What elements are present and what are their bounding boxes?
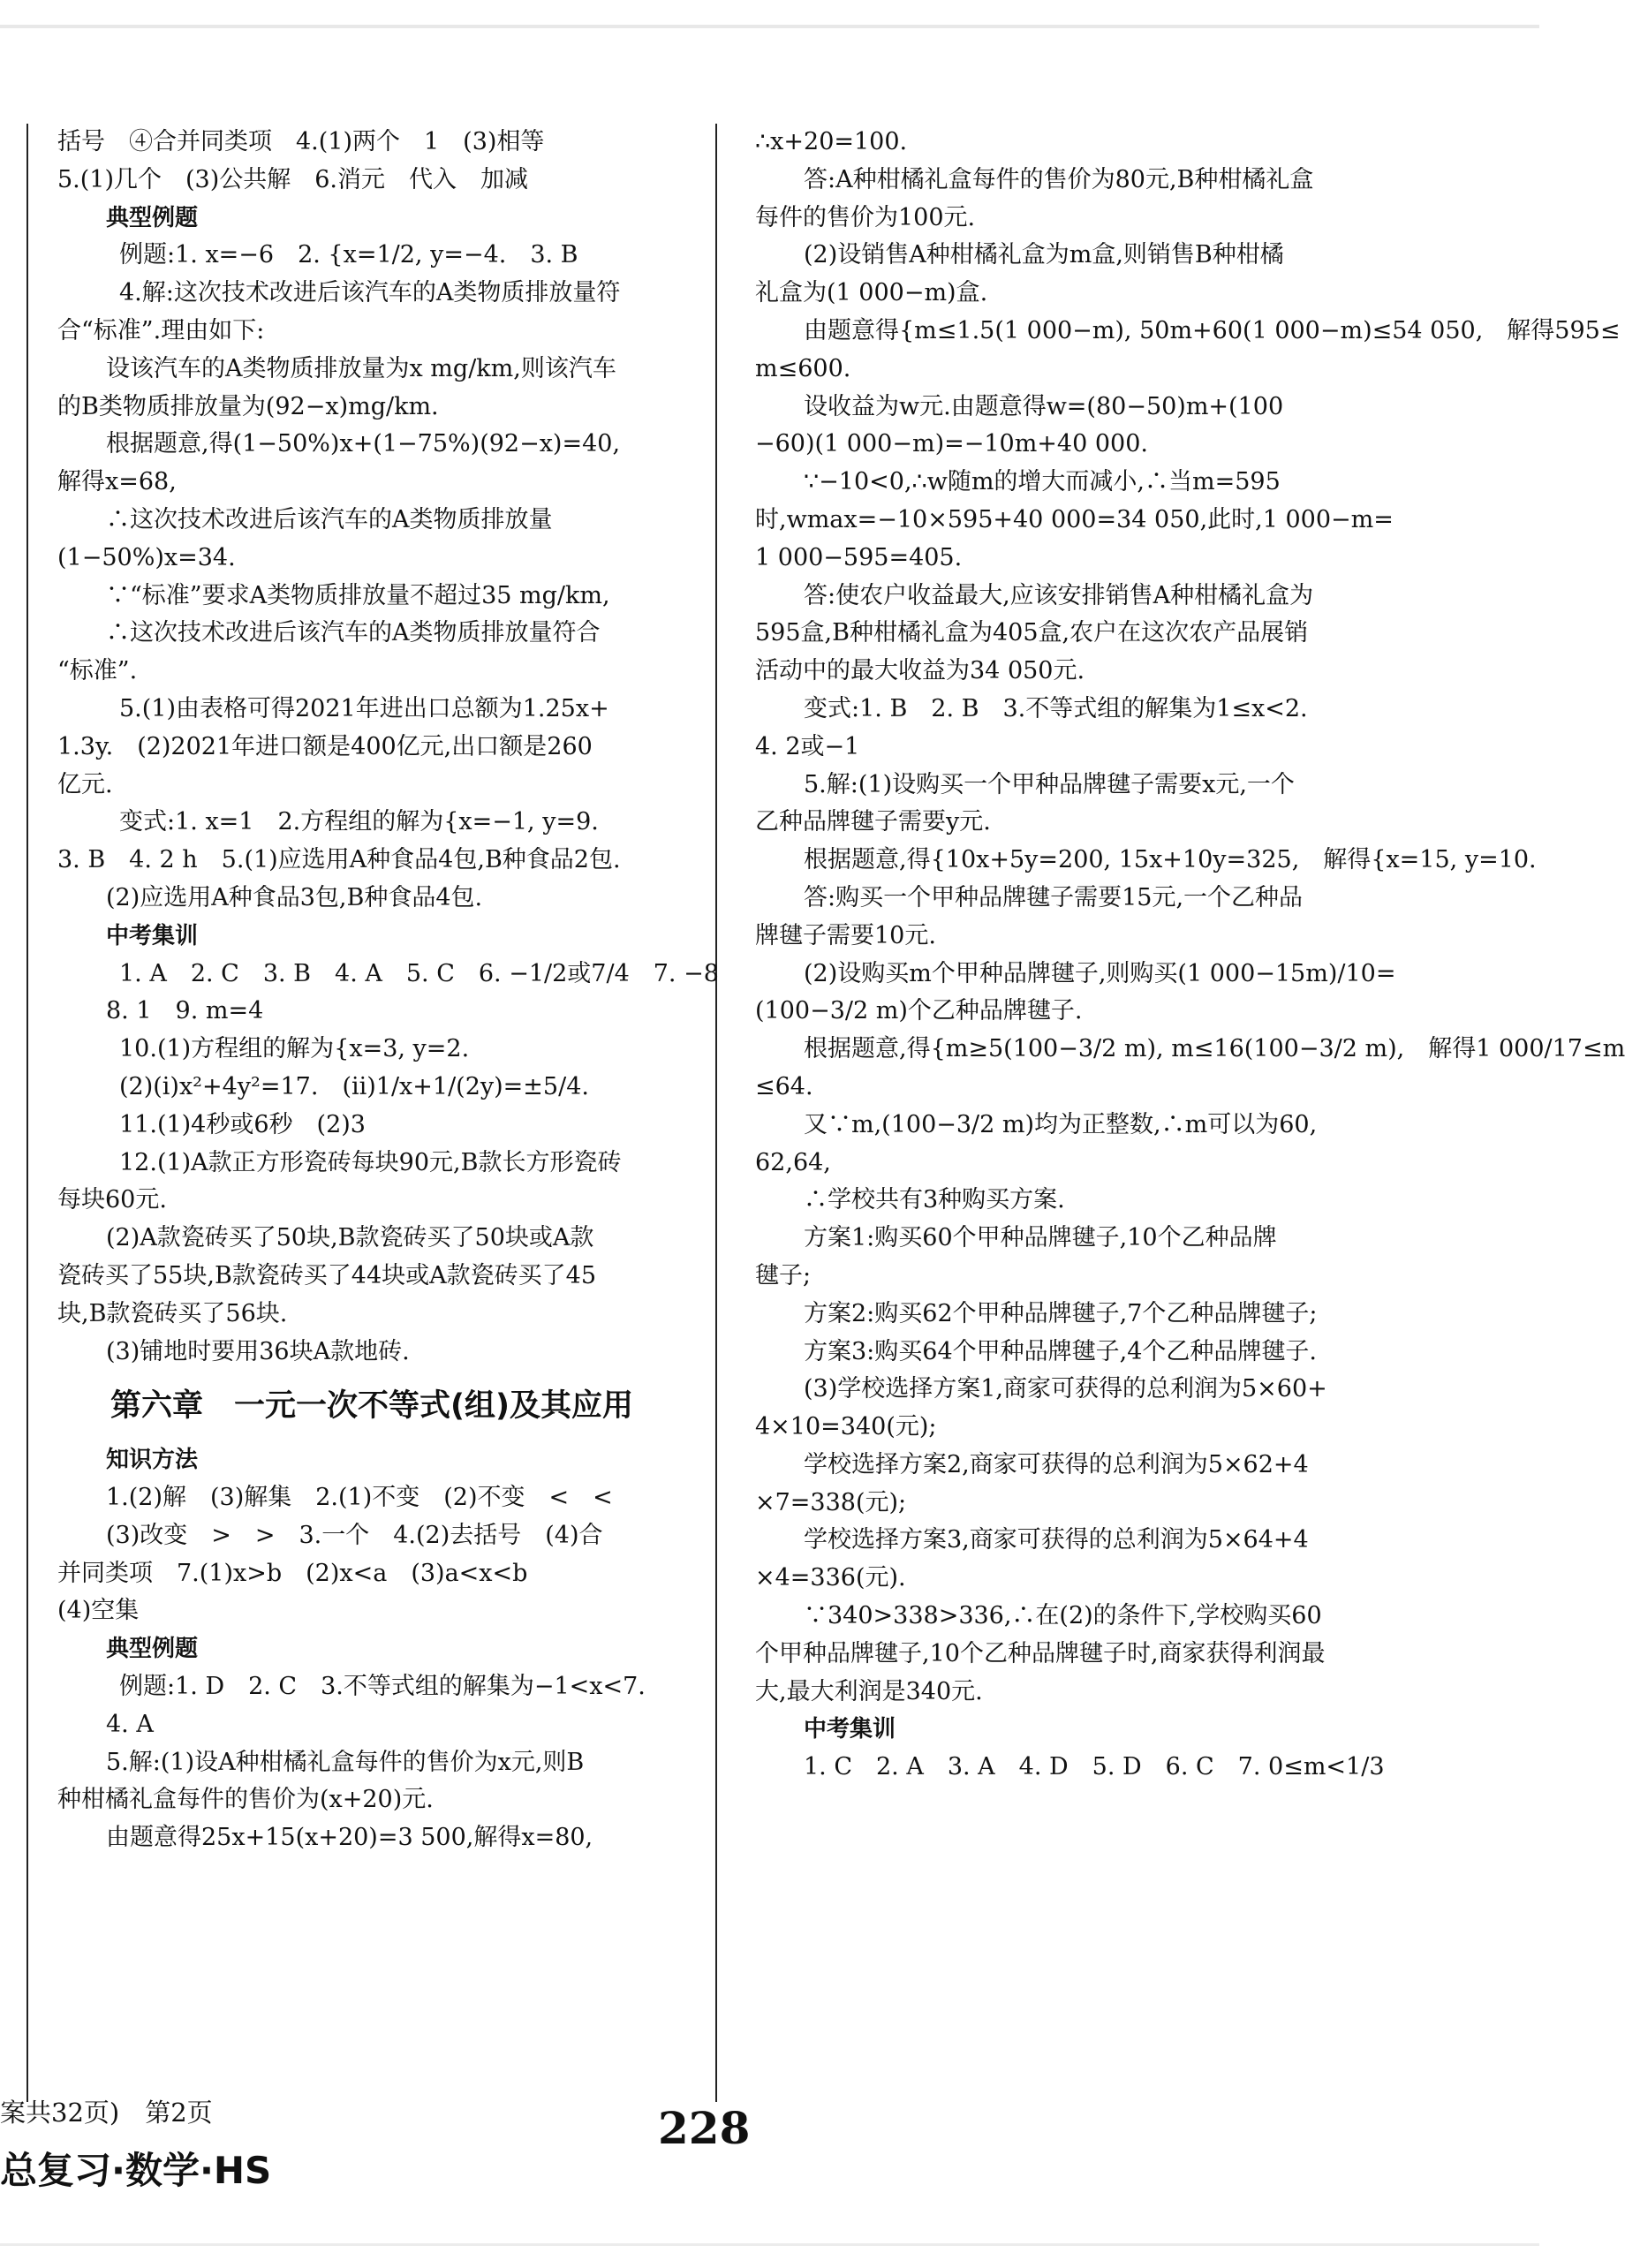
right-text-line: (3)学校选择方案1,商家可获得的总利润为5×60+	[804, 1375, 1327, 1403]
section-heading: 典型例题	[106, 1636, 199, 1663]
left-text-line: 并同类项 7.(1)x>b (2)x<a (3)a<x<b	[57, 1559, 528, 1587]
left-text-line: 3. B 4. 2 h 5.(1)应选用A种食品4包,B种食品2包.	[57, 846, 621, 874]
right-text-line: 乙种品牌毽子需要y元.	[755, 808, 991, 836]
top-border	[0, 25, 1539, 28]
right-text-line: 595盒,B种柑橘礼盒为405盒,农户在这次农产品展销	[755, 619, 1309, 647]
left-text-line: (2)(ⅰ)x²+4y²=17. (ⅱ)1/x+1/(2y)=±5/4.	[119, 1072, 589, 1100]
left-text-line: (1−50%)x=34.	[57, 543, 236, 571]
footer-page-note: 案共32页) 第2页	[0, 2098, 213, 2128]
right-text-line: 大,最大利润是340元.	[755, 1677, 983, 1705]
left-text-line: 5.(1)几个 (3)公共解 6.消元 代入 加减	[57, 165, 529, 193]
right-text-line: 学校选择方案3,商家可获得的总利润为5×64+4	[804, 1526, 1309, 1554]
right-text-line: 方案3:购买64个甲种品牌毽子,4个乙种品牌毽子.	[804, 1337, 1317, 1365]
left-text-line: ∴这次技术改进后该汽车的A类物质排放量符合	[106, 619, 601, 647]
right-text-line: 活动中的最大收益为34 050元.	[755, 657, 1085, 685]
right-text-line: 5.解:(1)设购买一个甲种品牌毽子需要x元,一个	[804, 770, 1295, 798]
right-column	[755, 124, 1625, 1787]
left-text-line: 解得x=68,	[57, 468, 177, 496]
right-text-line: (100−3/2 m)个乙种品牌毽子.	[755, 997, 1083, 1025]
right-text-line: ≤64.	[755, 1072, 813, 1100]
left-text-line: 1.3y. (2)2021年进口额是400亿元,出口额是260	[57, 732, 593, 760]
left-text-line: 根据题意,得(1−50%)x+(1−75%)(92−x)=40,	[106, 430, 621, 458]
right-text-line: 变式:1. B 2. B 3.不等式组的解集为1≤x<2.	[804, 694, 1308, 722]
left-text-line: 1. A 2. C 3. B 4. A 5. C 6. −1/2或7/4 7. −8	[119, 959, 719, 987]
left-text-line: (2)应选用A种食品3包,B种食品4包.	[106, 883, 483, 911]
left-text-line: 亿元.	[57, 770, 113, 798]
section-heading: 知识方法	[106, 1447, 199, 1474]
left-text-line: 11.(1)4秒或6秒 (2)3	[119, 1110, 366, 1138]
left-column	[57, 124, 719, 1857]
left-text-line: 每块60元.	[57, 1186, 167, 1214]
right-text-line: 礼盒为(1 000−m)盒.	[755, 279, 988, 307]
right-text-line: 62,64,	[755, 1148, 831, 1176]
left-text-line: (2)A款瓷砖买了50块,B款瓷砖买了50块或A款	[106, 1224, 594, 1252]
left-text-line: 块,B款瓷砖买了56块.	[57, 1299, 288, 1327]
right-text-line: ∵340>338>336,∴在(2)的条件下,学校购买60	[804, 1602, 1322, 1630]
left-text-line: 由题意得25x+15(x+20)=3 500,解得x=80,	[106, 1824, 593, 1852]
left-text-line: ∴这次技术改进后该汽车的A类物质排放量	[106, 505, 553, 533]
right-text-line: 牌毽子需要10元.	[755, 921, 936, 949]
left-text-line: 4. A	[106, 1710, 154, 1738]
right-text-line: ×4=336(元).	[755, 1564, 906, 1592]
left-text-line: 例题:1. D 2. C 3.不等式组的解集为−1<x<7.	[119, 1673, 646, 1701]
left-text-line: 设该汽车的A类物质排放量为x mg/km,则该汽车	[106, 354, 616, 382]
right-text-line: 4. 2或−1	[755, 732, 860, 760]
section-heading: 中考集训	[804, 1716, 896, 1743]
left-text-line: 5.(1)由表格可得2021年进出口总额为1.25x+	[119, 694, 609, 722]
left-text-line: (4)空集	[57, 1597, 140, 1625]
left-text-line: 例题:1. x=−6 2. {x=1/2, y=−4. 3. B	[119, 241, 578, 269]
left-text-line: ∵“标准”要求A类物质排放量不超过35 mg/km,	[106, 581, 610, 609]
left-text-line: 瓷砖买了55块,B款瓷砖买了44块或A款瓷砖买了45	[57, 1261, 596, 1289]
right-text-line: 时,wmax=−10×595+40 000=34 050,此时,1 000−m=	[755, 505, 1394, 533]
left-text-line: “标准”.	[57, 657, 138, 685]
left-text-line: 括号 ④合并同类项 4.(1)两个 1 (3)相等	[57, 128, 545, 155]
right-text-line: ×7=338(元);	[755, 1488, 907, 1516]
left-text-line: 5.解:(1)设A种柑橘礼盒每件的售价为x元,则B	[106, 1748, 585, 1776]
right-text-line: 由题意得{m≤1.5(1 000−m), 50m+60(1 000−m)≤54 050, 解得595≤	[804, 316, 1621, 344]
right-text-line: 4×10=340(元);	[755, 1413, 937, 1441]
right-text-line: 根据题意,得{m≥5(100−3/2 m), m≤16(100−3/2 m), 解得1 000/17≤m	[804, 1035, 1625, 1063]
right-text-line: 答:使农户收益最大,应该安排销售A种柑橘礼盒为	[804, 581, 1314, 609]
bottom-border	[0, 2243, 1539, 2246]
right-text-line: 1 000−595=405.	[755, 543, 963, 571]
right-text-line: 设收益为w元.由题意得w=(80−50)m+(100	[804, 392, 1284, 420]
right-text-line: 答:A种柑橘礼盒每件的售价为80元,B种柑橘礼盒	[804, 165, 1314, 193]
left-text-line: 12.(1)A款正方形瓷砖每块90元,B款长方形瓷砖	[119, 1148, 622, 1176]
right-text-line: (2)设销售A种柑橘礼盒为m盒,则销售B种柑橘	[804, 241, 1284, 269]
left-text-line: 的B类物质排放量为(92−x)mg/km.	[57, 392, 439, 420]
left-text-line: 8. 1 9. m=4	[106, 997, 264, 1025]
right-text-line: 个甲种品牌毽子,10个乙种品牌毽子时,商家获得利润最	[755, 1639, 1326, 1667]
right-text-line: 每件的售价为100元.	[755, 203, 976, 231]
chapter-title: 第六章 一元一次不等式(组)及其应用	[110, 1388, 633, 1425]
section-heading: 典型例题	[106, 204, 199, 231]
right-text-line: 方案1:购买60个甲种品牌毽子,10个乙种品牌	[804, 1224, 1277, 1252]
right-text-line: 毽子;	[755, 1261, 812, 1289]
left-text-line: 1.(2)解 (3)解集 2.(1)不变 (2)不变 < <	[106, 1484, 613, 1512]
left-text-line: (3)铺地时要用36块A款地砖.	[106, 1337, 410, 1365]
left-text-line: (3)改变 > > 3.一个 4.(2)去括号 (4)合	[106, 1521, 603, 1549]
left-text-line: 4.解:这次技术改进后该汽车的A类物质排放量符	[119, 279, 621, 307]
right-text-line: 学校选择方案2,商家可获得的总利润为5×62+4	[804, 1450, 1309, 1478]
right-text-line: ∴x+20=100.	[755, 128, 908, 155]
right-text-line: ∴学校共有3种购买方案.	[804, 1186, 1065, 1214]
right-text-line: m≤600.	[755, 354, 851, 382]
page-number: 228	[658, 2102, 751, 2154]
right-text-line: 方案2:购买62个甲种品牌毽子,7个乙种品牌毽子;	[804, 1299, 1318, 1327]
section-heading: 中考集训	[106, 922, 199, 949]
column-divider	[715, 124, 717, 2102]
right-text-line: 1. C 2. A 3. A 4. D 5. D 6. C 7. 0≤m<1/3	[804, 1753, 1385, 1781]
left-margin-rule	[26, 124, 28, 2102]
book-title: 总复习·数学·HS	[0, 2149, 272, 2192]
right-text-line: 根据题意,得{10x+5y=200, 15x+10y=325, 解得{x=15, y=10.	[804, 846, 1537, 874]
right-text-line: (2)设购买m个甲种品牌毽子,则购买(1 000−15m)/10=	[804, 959, 1396, 987]
right-text-line: −60)(1 000−m)=−10m+40 000.	[755, 430, 1148, 458]
left-text-line: 种柑橘礼盒每件的售价为(x+20)元.	[57, 1786, 434, 1814]
right-text-line: 又∵m,(100−3/2 m)均为正整数,∴m可以为60,	[804, 1110, 1318, 1138]
left-text-line: 10.(1)方程组的解为{x=3, y=2.	[119, 1035, 470, 1063]
left-text-line: 变式:1. x=1 2.方程组的解为{x=−1, y=9.	[119, 808, 599, 836]
right-text-line: 答:购买一个甲种品牌毽子需要15元,一个乙种品	[804, 883, 1304, 911]
right-text-line: ∵−10<0,∴w随m的增大而减小,∴当m=595	[804, 468, 1281, 496]
left-text-line: 合“标准”.理由如下:	[57, 316, 265, 344]
